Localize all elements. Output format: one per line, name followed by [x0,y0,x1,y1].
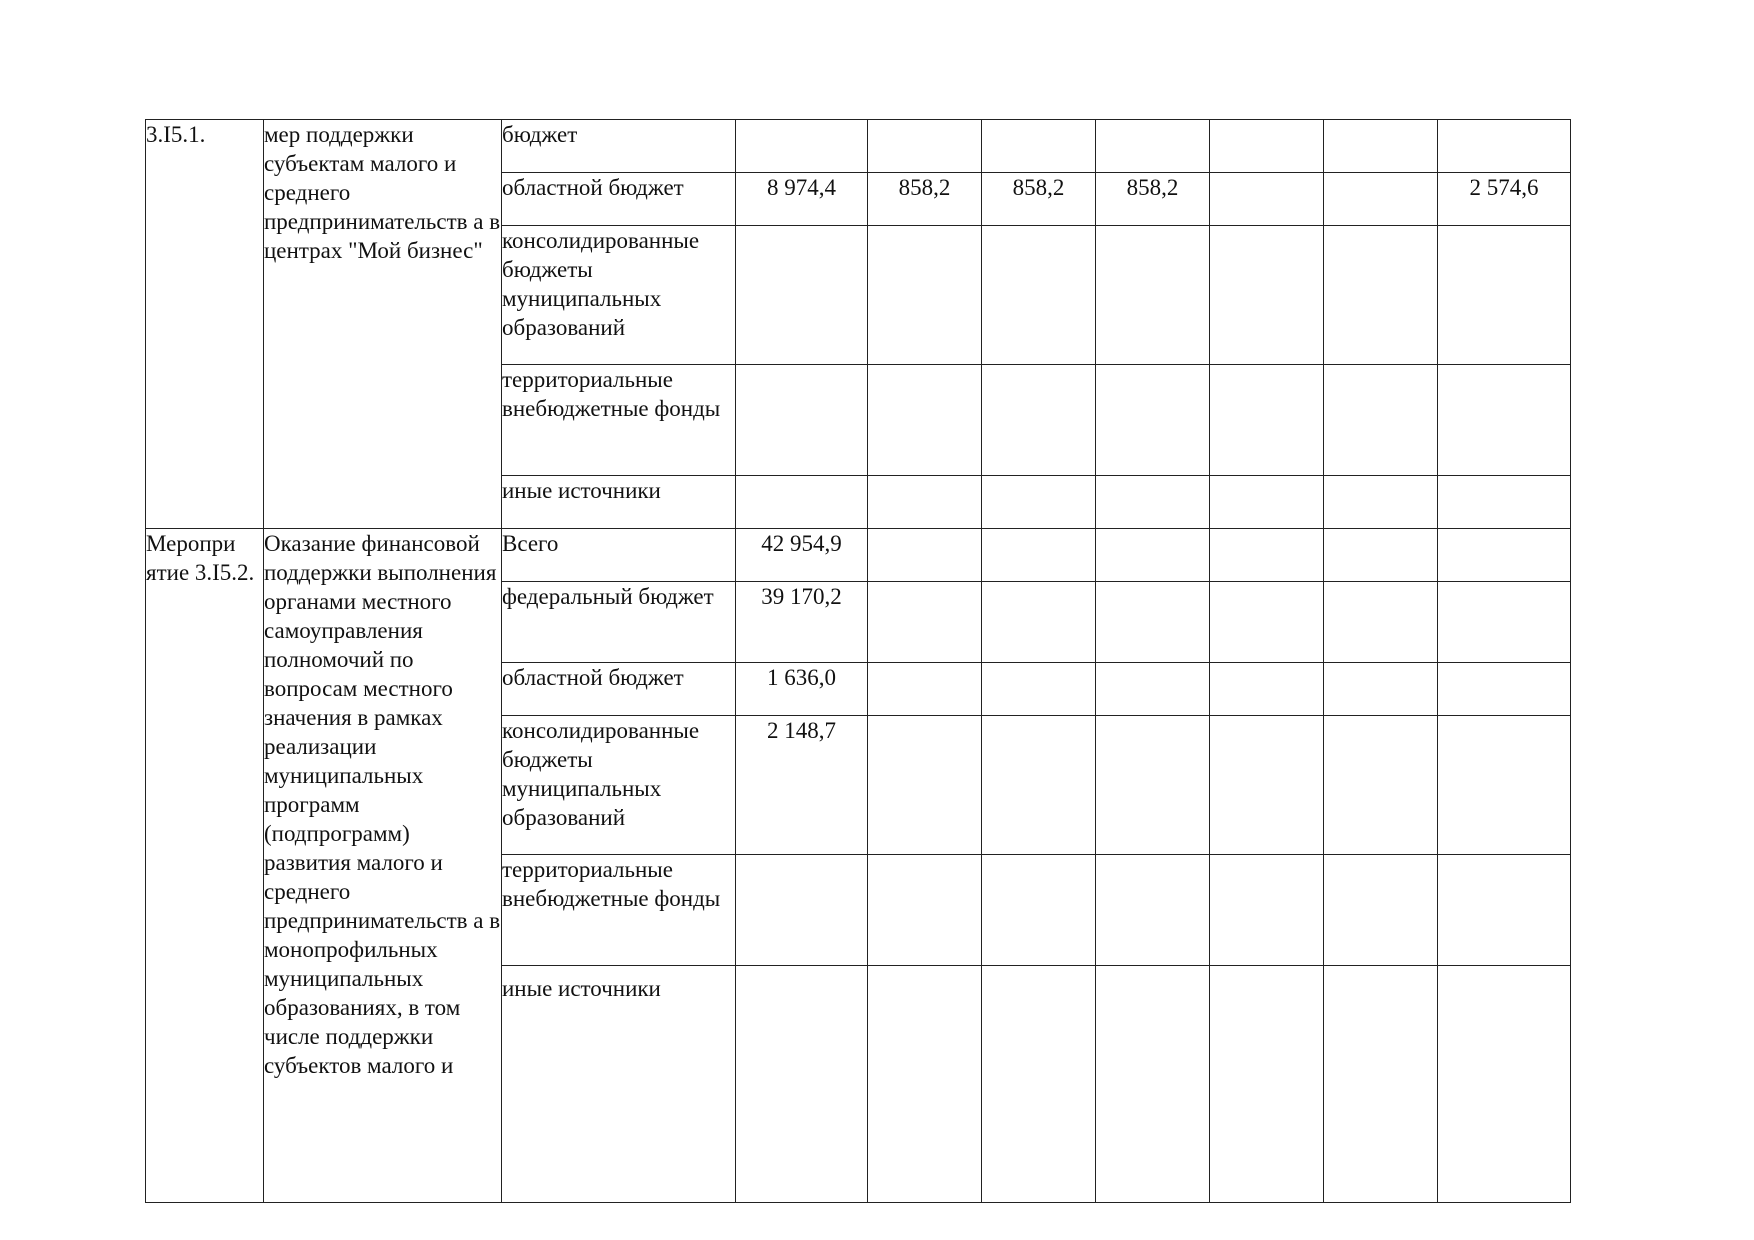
value-cell [868,855,982,966]
value-cell [1210,529,1324,582]
funding-source-cell [502,663,736,716]
value-cell [868,120,982,173]
value-cell [1324,582,1438,663]
table-row [146,529,1571,582]
funding-source: бюджет [502,122,578,147]
funding-source-cell [502,529,736,582]
value-cell [1096,476,1210,529]
value-cell [1438,529,1571,582]
value-cell: 1 636,0 [736,663,868,716]
table-row [146,120,1571,173]
value-cell [868,663,982,716]
value-cell [1096,226,1210,365]
value-cell [1096,529,1210,582]
value-cell [868,226,982,365]
value-cell [1096,120,1210,173]
value-cell [868,529,982,582]
value-cell: 39 170,2 [736,582,868,663]
value-cell [982,582,1096,663]
value-cell [868,582,982,663]
value-cell [1096,365,1210,476]
funding-source: федеральный бюджет [502,584,714,609]
value-cell [982,663,1096,716]
value-cell [1210,663,1324,716]
value-cell [868,365,982,476]
funding-source-cell [502,855,736,966]
value-cell [982,855,1096,966]
funding-source-cell [502,365,736,476]
value-cell: 2 148,7 [736,716,868,855]
funding-source: иные источники [502,478,661,503]
value-cell [982,529,1096,582]
value-cell [982,120,1096,173]
value-cell [982,226,1096,365]
funding-source: территориальные внебюджетные фонды [502,857,721,911]
funding-source: Всего [502,531,559,556]
funding-source: областной бюджет [502,175,684,200]
value-cell [1096,716,1210,855]
funding-source-cell [502,173,736,226]
value-cell [1096,855,1210,966]
value-cell [736,365,868,476]
value-cell [1438,663,1571,716]
funding-source-cell [502,716,736,855]
value-cell [1210,855,1324,966]
value-cell [1096,966,1210,1203]
value-cell [868,476,982,529]
value-cell [1324,365,1438,476]
value-cell [1438,226,1571,365]
value-cell [1438,476,1571,529]
activity-name-cell [264,120,502,529]
value-cell [1438,120,1571,173]
activity-name: Оказание финансовой поддержки выполнения органами местного самоуправления полномочий по вопросам местного значения в рамках реализации муниципальных программ (подпрограмм) развития малого и среднего предпринимательств а в монопрофильных муниципальных образованиях, в том числе поддержки субъектов малого и [264,531,501,1078]
activity-name: мер поддержки субъектам малого и среднего предпринимательств а в центрах "Мой бизнес" [264,122,501,263]
value-cell [1324,966,1438,1203]
value-cell [1438,966,1571,1203]
value-cell [1324,663,1438,716]
value-cell: 2 574,6 [1438,173,1571,226]
value-cell [736,226,868,365]
value-cell: 8 974,4 [736,173,868,226]
value-cell [982,365,1096,476]
value-cell [1210,582,1324,663]
value-cell [1324,226,1438,365]
funding-source: территориальные внебюджетные фонды [502,367,721,421]
funding-source-cell [502,476,736,529]
funding-source: областной бюджет [502,665,684,690]
value-cell [1210,120,1324,173]
funding-source: иные источники [502,976,661,1001]
value-cell [1210,476,1324,529]
value-cell [1210,173,1324,226]
funding-source-cell [502,582,736,663]
value-cell [1210,716,1324,855]
value-cell [1096,663,1210,716]
value-cell [1324,173,1438,226]
activity-code: 3.I5.1. [146,122,206,147]
activity-code: Меропри ятие 3.I5.2. [146,531,255,585]
value-cell [736,855,868,966]
value-cell [736,966,868,1203]
value-cell [1096,582,1210,663]
budget-table [145,119,1571,1203]
value-cell [1438,855,1571,966]
value-cell [736,476,868,529]
activity-name-cell [264,529,502,1203]
value-cell [1438,716,1571,855]
value-cell [1210,365,1324,476]
value-cell: 858,2 [982,173,1096,226]
value-cell: 858,2 [868,173,982,226]
value-cell [1438,582,1571,663]
funding-source-cell [502,226,736,365]
value-cell [982,476,1096,529]
activity-code-cell [146,529,264,1203]
value-cell [868,966,982,1203]
value-cell [982,966,1096,1203]
value-cell [982,716,1096,855]
value-cell [868,716,982,855]
value-cell [1438,365,1571,476]
value-cell: 42 954,9 [736,529,868,582]
value-cell [1210,226,1324,365]
value-cell [1210,966,1324,1203]
funding-source: консолидированные бюджеты муниципальных образований [502,718,700,830]
activity-code-cell [146,120,264,529]
value-cell [1324,476,1438,529]
value-cell: 858,2 [1096,173,1210,226]
value-cell [1324,529,1438,582]
funding-source: консолидированные бюджеты муниципальных образований [502,228,700,340]
value-cell [1324,855,1438,966]
value-cell [1324,716,1438,855]
funding-source-cell [502,966,736,1203]
value-cell [736,120,868,173]
value-cell [1324,120,1438,173]
funding-source-cell [502,120,736,173]
